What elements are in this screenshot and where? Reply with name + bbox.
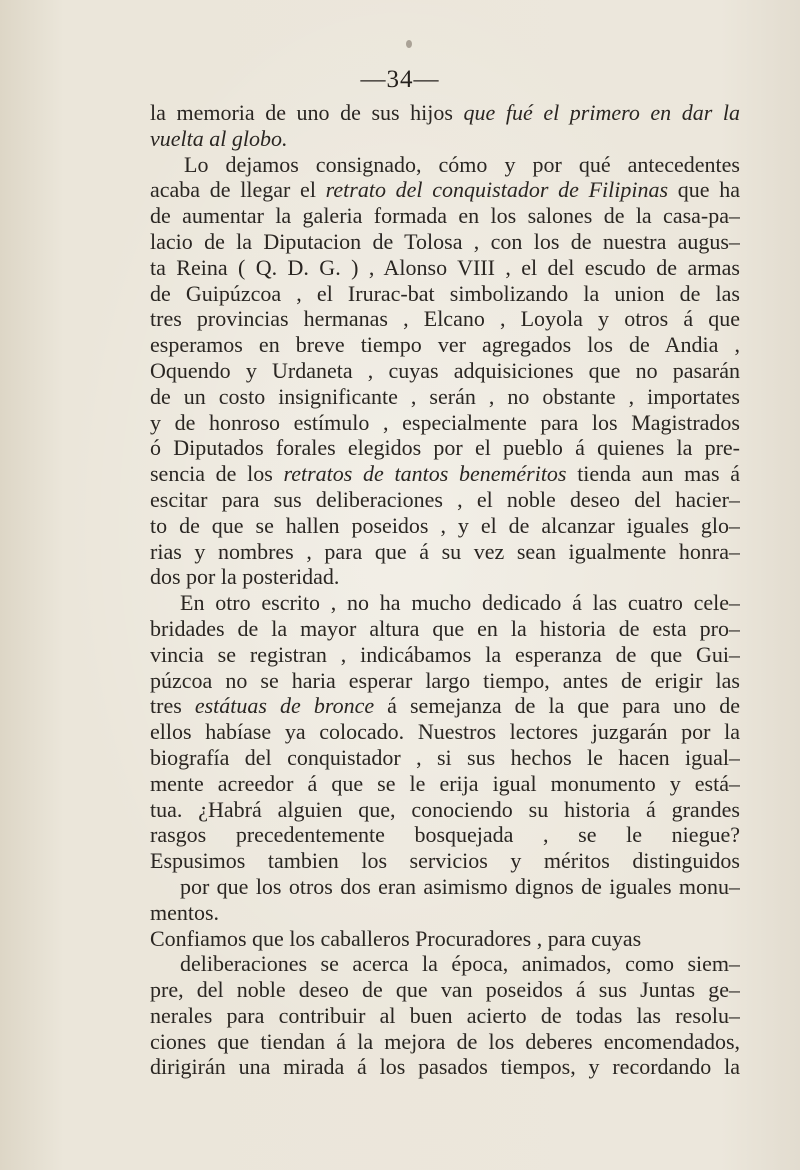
text-line <box>150 822 740 848</box>
text-line <box>150 281 740 307</box>
text-run: to de que se hallen poseidos , y el de alcanzar iguales glo– <box>150 512 740 538</box>
text-line <box>150 306 740 332</box>
text-run: púzcoa no se haria esperar largo tiempo, antes de erigir las <box>150 667 740 693</box>
text-run: lacio de la Diputacion de Tolosa , con los de nuestra augus– <box>150 228 740 254</box>
text-line <box>150 771 740 797</box>
text-line <box>150 177 740 203</box>
text-run: á semejanza de la que para uno de <box>374 693 740 719</box>
text-line <box>150 848 740 874</box>
text-line <box>150 797 740 823</box>
text-line <box>150 435 740 461</box>
text-line <box>150 616 740 642</box>
text-run: ó Diputados forales elegidos por el pueblo á quienes la pre- <box>150 435 740 461</box>
text-line <box>150 977 740 1003</box>
text-line <box>150 745 740 771</box>
text-line <box>150 719 740 745</box>
text-run: escitar para sus deliberaciones , el noble deseo del hacier– <box>150 486 740 512</box>
text-line <box>150 255 740 281</box>
text-run: deliberaciones se acerca la época, animados, como siem– <box>180 951 740 977</box>
text-line <box>150 410 740 436</box>
text-line <box>150 1029 740 1055</box>
text-run: bridades de la mayor altura que en la historia de esta pro– <box>150 615 740 641</box>
text-line <box>150 900 740 926</box>
text-run: pre, del noble deseo de que van poseidos á sus Juntas ge– <box>150 977 740 1003</box>
text-run: estátuas de bronce <box>194 693 375 719</box>
text-line <box>150 100 740 126</box>
text-line <box>150 642 740 668</box>
text-run: biografía del conquistador , si sus hechos le hacen igual– <box>150 744 740 770</box>
text-line <box>150 539 740 565</box>
text-run: Lo dejamos consignado, cómo y por qué antecedentes <box>184 151 740 177</box>
text-run: retratos de tantos beneméritos <box>283 461 567 487</box>
text-line <box>150 951 740 977</box>
text-run: nerales para contribuir al buen acierto de todas las resolu– <box>150 1002 740 1028</box>
text-line <box>150 152 740 178</box>
text-run: sencia de los <box>150 461 284 487</box>
text-line <box>150 229 740 255</box>
text-run: vincia se registran , indicábamos la esperanza de que Gui– <box>150 641 740 667</box>
text-run: mente acreedor á que se le erija igual monumento y está– <box>150 770 740 796</box>
text-run: tua. ¿Habrá alguien que, conociendo su historia á grandes <box>150 796 740 822</box>
text-run: esperamos en breve tiempo ver agregados los de Andia , <box>150 332 740 358</box>
text-run: ciones que tiendan á la mejora de los deberes encomendados, <box>150 1028 740 1054</box>
text-line <box>150 487 740 513</box>
text-run: de un costo insignificante , serán , no obstante , importates <box>150 383 740 409</box>
text-run: Espusimos tambien los servicios y méritos distinguidos <box>150 848 740 874</box>
text-run: vuelta al globo. <box>150 125 288 151</box>
text-line <box>150 461 740 487</box>
text-line <box>150 384 740 410</box>
text-run: ta Reina ( Q. D. G. ) , Alonso VIII , el del escudo de armas <box>150 254 740 280</box>
ink-spot <box>406 40 412 48</box>
text-line <box>150 203 740 229</box>
text-line <box>150 126 740 152</box>
text-line <box>150 693 740 719</box>
page-number: —34— <box>360 66 440 93</box>
text-run: mentos. <box>150 899 220 925</box>
text-run: tienda aun mas á <box>566 461 740 487</box>
text-run: tres provincias hermanas , Elcano , Loyola y otros á que <box>150 306 740 332</box>
text-run: que fué el primero en dar la <box>463 100 740 125</box>
text-line <box>150 358 740 384</box>
text-line <box>150 1003 740 1029</box>
text-line <box>150 590 740 616</box>
text-line <box>150 874 740 900</box>
text-run: tres <box>150 693 195 719</box>
text-run: rasgos precedentemente bosquejada , se le niegue? <box>150 822 740 848</box>
body-text <box>150 100 740 1106</box>
text-run: de aumentar la galeria formada en los salones de la casa-pa– <box>150 203 740 229</box>
text-run: y de honroso estímulo , especialmente para los Magistrados <box>150 409 740 435</box>
text-run: ellos habíase ya colocado. Nuestros lectores juzgarán por la <box>150 719 740 745</box>
text-run: rias y nombres , para que á su vez sean igualmente honra– <box>150 538 740 564</box>
text-run: Confiamos que los caballeros Procuradores , para cuyas <box>150 925 642 951</box>
text-run: dos por la posteridad. <box>150 564 340 590</box>
text-run: retrato del conquistador de Filipinas <box>325 177 669 203</box>
text-line <box>150 513 740 539</box>
text-line <box>150 668 740 694</box>
text-run: de Guipúzcoa , el Irurac-bat simbolizando la union de las <box>150 280 740 306</box>
text-line <box>150 332 740 358</box>
text-run: por que los otros dos eran asimismo dignos de iguales monu– <box>180 873 740 899</box>
text-run: En otro escrito , no ha mucho dedicado á las cuatro cele– <box>180 590 740 616</box>
text-line <box>150 926 740 952</box>
text-run: que ha <box>668 177 740 203</box>
text-line <box>150 564 740 590</box>
text-run: dirigirán una mirada á los pasados tiempos, y recordando la <box>150 1054 740 1080</box>
text-run: Oquendo y Urdaneta , cuyas adquisiciones que no pasarán <box>150 357 740 383</box>
text-line <box>150 1054 740 1080</box>
text-line <box>150 1080 740 1106</box>
text-run: acaba de llegar el <box>150 177 326 203</box>
text-run: la memoria de uno de sus hijos <box>150 100 464 125</box>
